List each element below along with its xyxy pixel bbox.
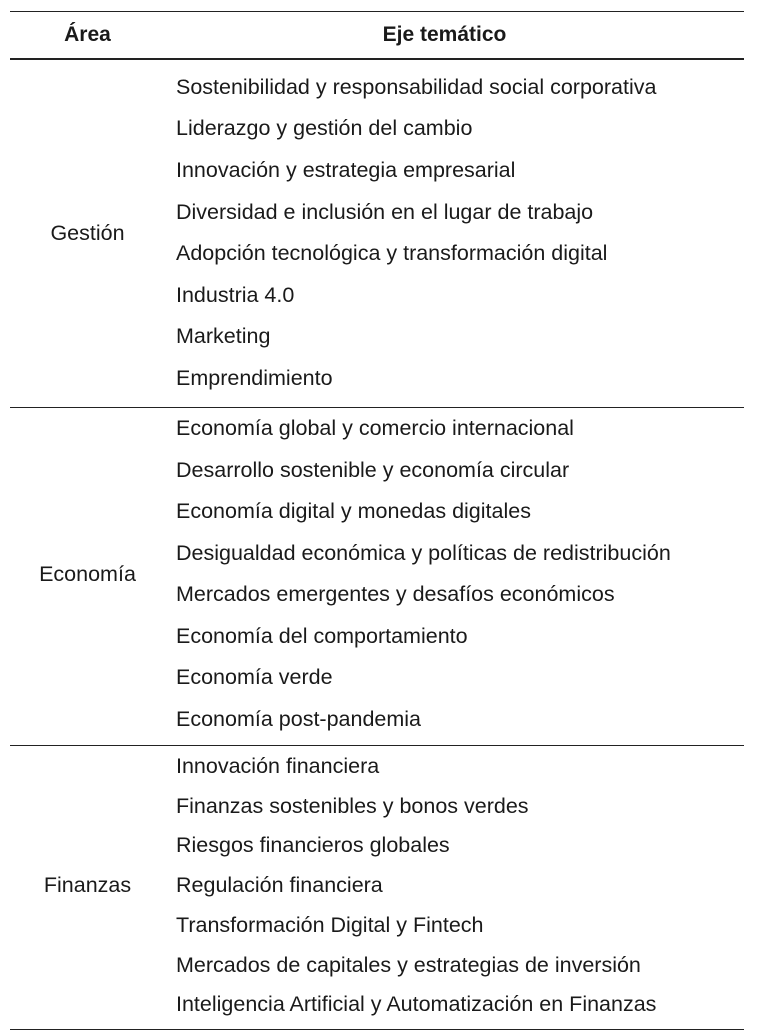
themes-finanzas [165, 747, 744, 1025]
theme-item: Riesgos financieros globales [176, 833, 450, 858]
theme-item: Economía digital y monedas digitales [176, 499, 531, 524]
group-economia [10, 408, 744, 745]
theme-item: Mercados emergentes y desafíos económicos [176, 582, 615, 607]
theme-item: Adopción tecnológica y transformación digital [176, 241, 608, 266]
thematic-table [10, 11, 744, 1030]
group-finanzas [10, 746, 744, 1029]
area-label-economia: Economía [39, 561, 136, 586]
theme-item: Diversidad e inclusión en el lugar de trabajo [176, 199, 594, 224]
theme-item: Liderazgo y gestión del cambio [176, 116, 473, 141]
group-gestion [10, 60, 744, 407]
theme-item: Sostenibilidad y responsabilidad social corporativa [176, 74, 657, 99]
header-eje-tematico: Eje temático [382, 23, 507, 47]
area-label-gestion: Gestión [50, 220, 125, 245]
theme-item: Emprendimiento [176, 365, 333, 390]
themes-economia [165, 408, 744, 741]
header-area: Área [64, 23, 111, 47]
theme-item: Regulación financiera [176, 873, 383, 898]
theme-item: Industria 4.0 [176, 282, 295, 307]
theme-item: Economía verde [176, 665, 333, 690]
theme-item: Innovación financiera [176, 754, 380, 779]
theme-item: Inteligencia Artificial y Automatización en Finanzas [176, 992, 657, 1017]
theme-item: Desarrollo sostenible y economía circular [176, 457, 570, 482]
theme-item: Innovación y estrategia empresarial [176, 157, 516, 182]
theme-item: Mercados de capitales y estrategias de inversión [176, 952, 641, 977]
theme-item: Marketing [176, 324, 271, 349]
theme-item: Economía del comportamiento [176, 623, 468, 648]
theme-item: Desigualdad económica y políticas de redistribución [176, 540, 671, 565]
themes-gestion [165, 67, 744, 400]
theme-item: Finanzas sostenibles y bonos verdes [176, 793, 529, 818]
area-label-finanzas: Finanzas [43, 873, 132, 898]
table-header [10, 12, 744, 58]
theme-item: Economía post-pandemia [176, 707, 422, 732]
theme-item: Transformación Digital y Fintech [176, 912, 484, 937]
theme-item: Economía global y comercio internacional [176, 415, 574, 440]
